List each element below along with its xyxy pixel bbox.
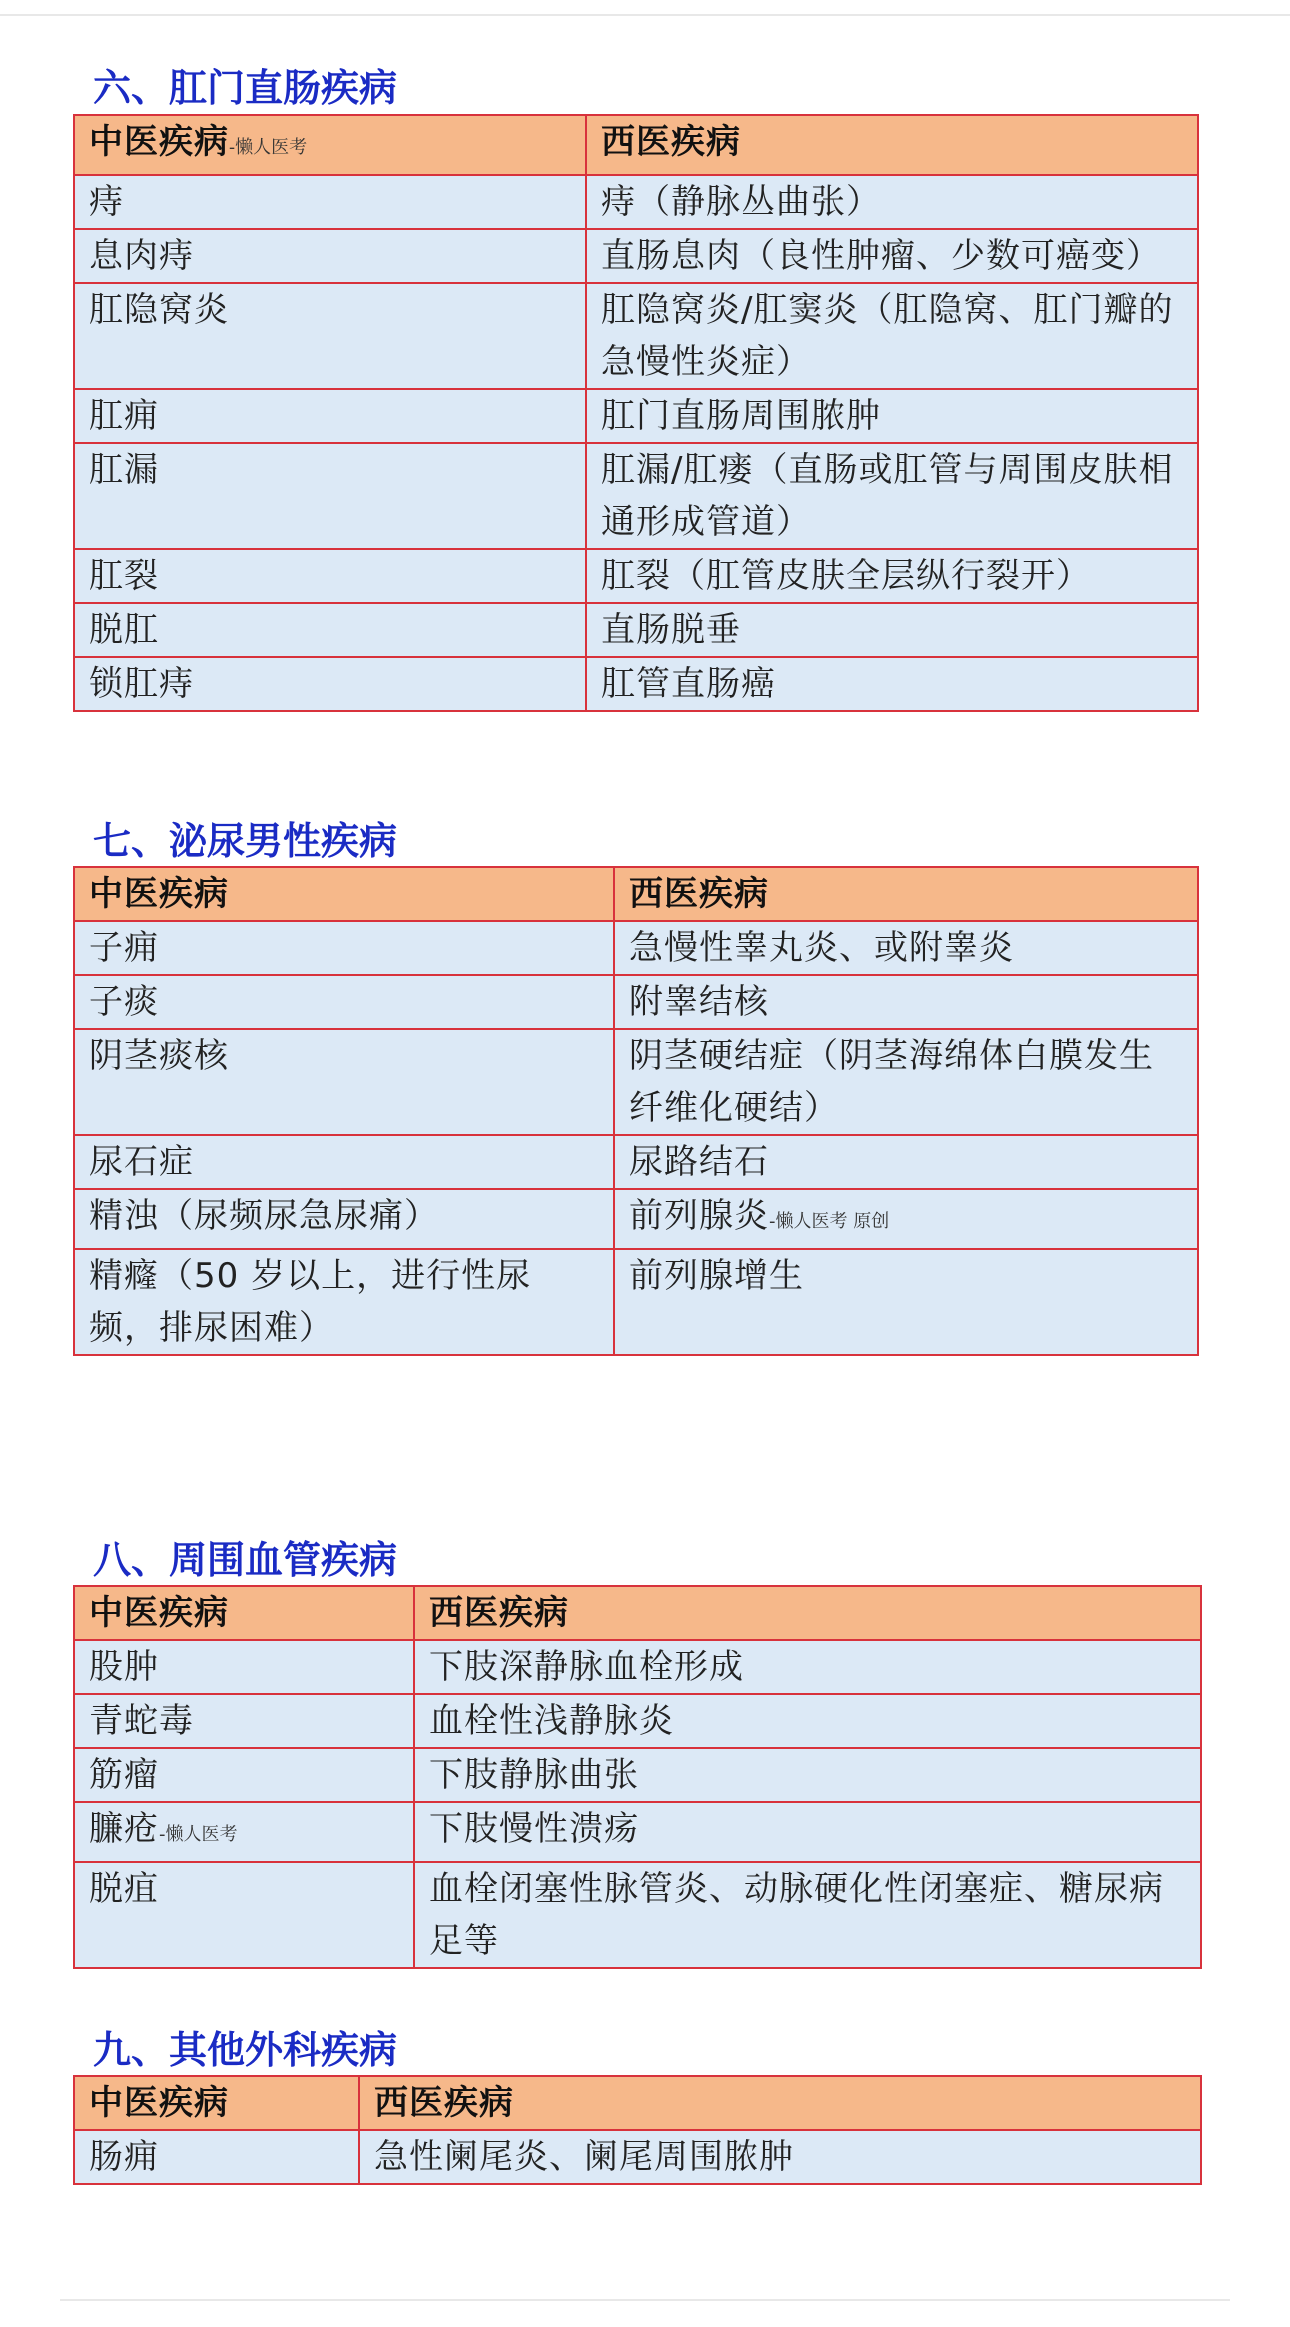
western-disease: 急性阑尾炎、阑尾周围脓肿 [359, 2130, 1201, 2184]
western-disease: 前列腺增生 [614, 1249, 1198, 1355]
western-disease: 肛隐窝炎/肛窦炎（肛隐窝、肛门瓣的急慢性炎症） [586, 283, 1198, 389]
header-tcm: 中医疾病 [74, 867, 614, 921]
table-row [74, 921, 1198, 975]
watermark-note: -懒人医考 [159, 1824, 238, 1845]
western-disease: 直肠脱垂 [586, 603, 1198, 657]
table-row [74, 1748, 1201, 1802]
western-disease: 血栓性浅静脉炎 [414, 1694, 1201, 1748]
tcm-disease: 脱肛 [74, 603, 586, 657]
western-disease: 阴茎硬结症（阴茎海绵体白膜发生纤维化硬结） [614, 1029, 1198, 1135]
table-header-row [74, 867, 1198, 921]
table-row [74, 1694, 1201, 1748]
tcm-disease: 臁疮-懒人医考 [74, 1802, 414, 1862]
tcm-disease: 肛漏 [74, 443, 586, 549]
header-western: 西医疾病 [359, 2076, 1201, 2130]
urology-table [73, 866, 1199, 1356]
tcm-disease: 肠痈 [74, 2130, 359, 2184]
tcm-disease: 子痰 [74, 975, 614, 1029]
western-disease: 下肢深静脉血栓形成 [414, 1640, 1201, 1694]
tcm-disease: 肛隐窝炎 [74, 283, 586, 389]
tcm-disease: 息肉痔 [74, 229, 586, 283]
header-western: 西医疾病 [614, 867, 1198, 921]
table-row [74, 549, 1198, 603]
anorectal-table [73, 114, 1199, 712]
header-tcm: 中医疾病-懒人医考 [74, 115, 586, 175]
tcm-disease: 子痈 [74, 921, 614, 975]
western-disease: 附睾结核 [614, 975, 1198, 1029]
table-row [74, 1640, 1201, 1694]
tcm-disease: 阴茎痰核 [74, 1029, 614, 1135]
tcm-disease: 尿石症 [74, 1135, 614, 1189]
tcm-disease: 锁肛痔 [74, 657, 586, 711]
western-disease: 肛门直肠周围脓肿 [586, 389, 1198, 443]
section-title-anorectal: 六、肛门直肠疾病 [93, 65, 398, 110]
header-western: 西医疾病 [414, 1586, 1201, 1640]
tcm-disease: 青蛇毒 [74, 1694, 414, 1748]
tcm-disease: 股肿 [74, 1640, 414, 1694]
tcm-disease: 肛痈 [74, 389, 586, 443]
western-disease: 痔（静脉丛曲张） [586, 175, 1198, 229]
table-row [74, 1249, 1198, 1355]
section-title-urology: 七、泌尿男性疾病 [93, 818, 398, 863]
western-disease: 肛漏/肛瘘（直肠或肛管与周围皮肤相通形成管道） [586, 443, 1198, 549]
watermark-note: -懒人医考 原创 [769, 1211, 890, 1232]
tcm-disease: 脱疽 [74, 1862, 414, 1968]
western-disease: 血栓闭塞性脉管炎、动脉硬化性闭塞症、糖尿病足等 [414, 1862, 1201, 1968]
table-row [74, 1189, 1198, 1249]
section-title-other-surgical: 九、其他外科疾病 [93, 2027, 398, 2072]
table-header-row [74, 2076, 1201, 2130]
top-divider [0, 14, 1290, 16]
western-disease: 下肢静脉曲张 [414, 1748, 1201, 1802]
western-disease: 前列腺炎-懒人医考 原创 [614, 1189, 1198, 1249]
table-row [74, 175, 1198, 229]
table-row [74, 283, 1198, 389]
table-row [74, 1862, 1201, 1968]
tcm-disease: 精癃（50 岁以上，进行性尿频，排尿困难） [74, 1249, 614, 1355]
header-western: 西医疾病 [586, 115, 1198, 175]
table-row [74, 603, 1198, 657]
watermark-note: -懒人医考 [229, 137, 308, 158]
western-disease: 急慢性睾丸炎、或附睾炎 [614, 921, 1198, 975]
western-disease: 下肢慢性溃疡 [414, 1802, 1201, 1862]
table-row [74, 443, 1198, 549]
table-header-row [74, 1586, 1201, 1640]
western-disease: 肛裂（肛管皮肤全层纵行裂开） [586, 549, 1198, 603]
western-disease: 尿路结石 [614, 1135, 1198, 1189]
vascular-table [73, 1585, 1202, 1969]
bottom-divider [60, 2299, 1230, 2301]
tcm-disease: 肛裂 [74, 549, 586, 603]
table-row [74, 1135, 1198, 1189]
table-row [74, 657, 1198, 711]
table-row [74, 1802, 1201, 1862]
tcm-disease: 精浊（尿频尿急尿痛） [74, 1189, 614, 1249]
tcm-disease: 痔 [74, 175, 586, 229]
table-row [74, 975, 1198, 1029]
western-disease: 肛管直肠癌 [586, 657, 1198, 711]
table-row [74, 229, 1198, 283]
tcm-disease: 筋瘤 [74, 1748, 414, 1802]
header-tcm: 中医疾病 [74, 1586, 414, 1640]
section-title-vascular: 八、周围血管疾病 [93, 1537, 398, 1582]
table-row [74, 389, 1198, 443]
table-row [74, 1029, 1198, 1135]
western-disease: 直肠息肉（良性肿瘤、少数可癌变） [586, 229, 1198, 283]
table-header-row [74, 115, 1198, 175]
header-tcm: 中医疾病 [74, 2076, 359, 2130]
other-surgical-table [73, 2075, 1202, 2185]
table-row [74, 2130, 1201, 2184]
